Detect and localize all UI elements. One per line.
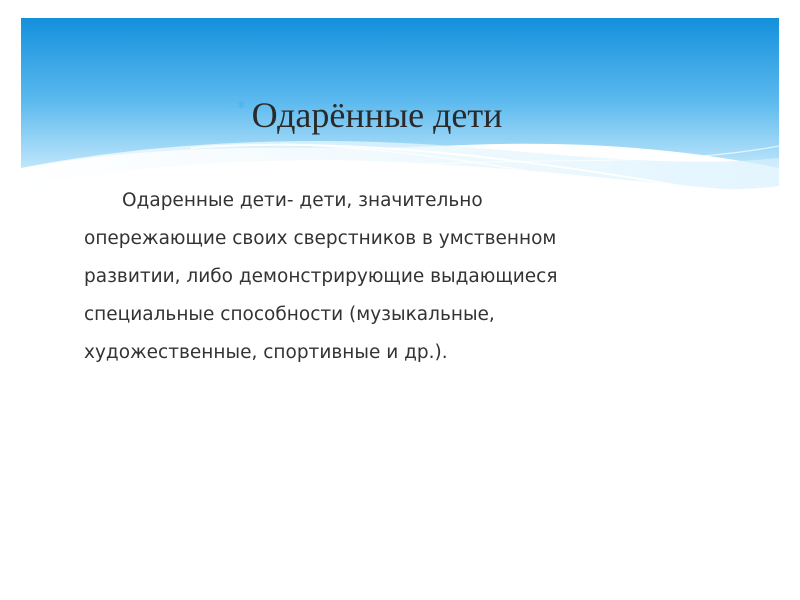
sparkle-bullet-icon: ✶ bbox=[235, 96, 248, 114]
body-line: Одаренные дети- дети, значительно bbox=[122, 190, 483, 211]
body-line: специальные способности (музыкальные, bbox=[84, 304, 495, 325]
slide-body bbox=[84, 182, 724, 372]
body-line: художественные, спортивные и др.). bbox=[84, 342, 448, 363]
body-line: развитии, либо демонстрирующие выдающиеся bbox=[84, 266, 558, 287]
title-row bbox=[235, 90, 502, 140]
slide-title: Одарённые дети bbox=[251, 95, 503, 135]
body-line: опережающие своих сверстников в умственном bbox=[84, 228, 557, 249]
slide bbox=[21, 18, 779, 590]
